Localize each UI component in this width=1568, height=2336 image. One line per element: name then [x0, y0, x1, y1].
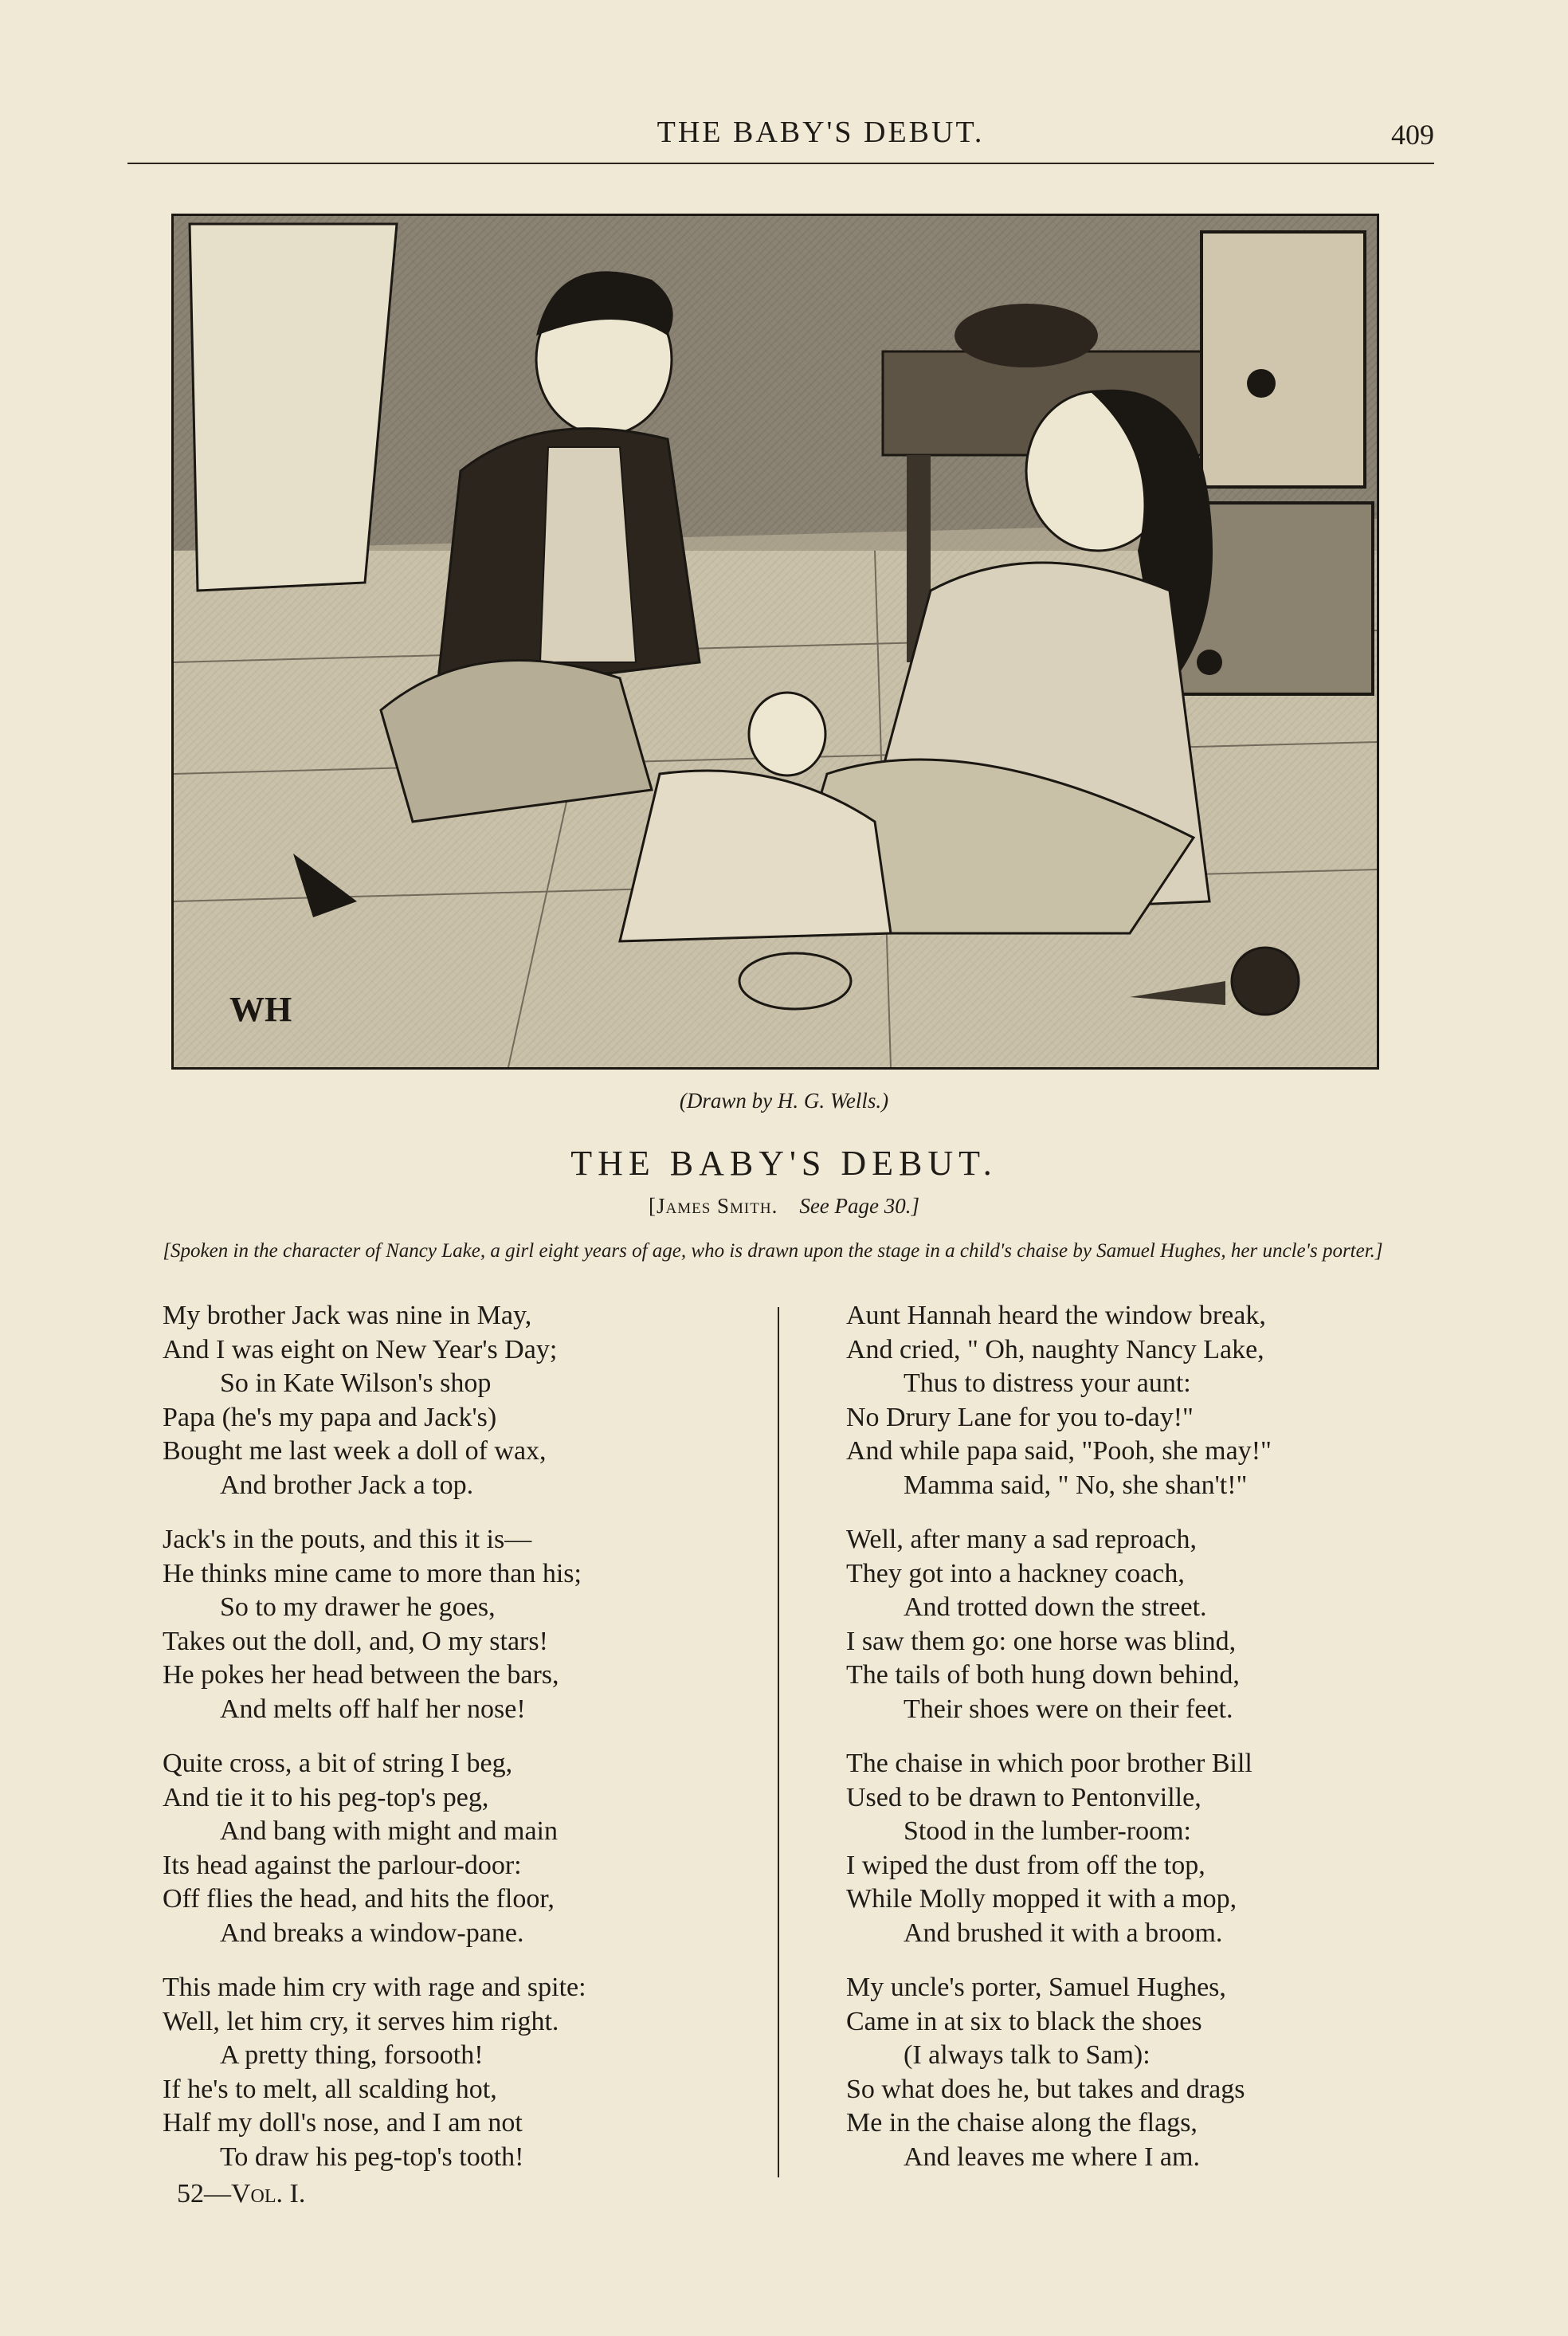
- poem-line: And tie it to his peg-top's peg,: [163, 1782, 489, 1812]
- stanza: [846, 1971, 1468, 2174]
- poem-left-column: [163, 1299, 784, 2195]
- running-title: THE BABY'S DEBUT.: [657, 116, 985, 149]
- poem-line: While Molly mopped it with a mop,: [846, 1884, 1237, 1914]
- stanza: [163, 1523, 784, 1726]
- running-head: [127, 112, 1434, 159]
- poem-line: My brother Jack was nine in May,: [163, 1301, 532, 1330]
- poem-line: If he's to melt, all scalding hot,: [163, 2074, 497, 2104]
- poem-line: My uncle's porter, Samuel Hughes,: [846, 1973, 1226, 2002]
- poem-line: And breaks a window-pane.: [220, 1918, 524, 1948]
- signature-text: 52—Vol. I.: [177, 2179, 306, 2208]
- poem-line: And trotted down the street.: [904, 1592, 1207, 1622]
- poem-line: Mamma said, " No, she shan't!": [904, 1470, 1248, 1500]
- illustration-credit: (Drawn by H. G. Wells.): [679, 1089, 889, 1113]
- poem-line: Half my doll's nose, and I am not: [163, 2108, 523, 2138]
- poem-line: And cried, " Oh, naughty Nancy Lake,: [846, 1334, 1264, 1364]
- drawer-knob: [1197, 650, 1222, 675]
- poem-line: To draw his peg-top's tooth!: [220, 2142, 524, 2172]
- poem-line: I wiped the dust from off the top,: [846, 1850, 1205, 1880]
- poem-line: And brushed it with a broom.: [904, 1918, 1223, 1948]
- stanza: [163, 1299, 784, 1502]
- engraving-drawing: [174, 216, 1377, 1067]
- poem-line: So what does he, but takes and drags: [846, 2074, 1245, 2104]
- poem-line: Well, let him cry, it serves him right.: [163, 2006, 559, 2036]
- drawer-knob: [1247, 369, 1276, 398]
- poem-line: The chaise in which poor brother Bill: [846, 1749, 1252, 1778]
- stanza: [163, 1747, 784, 1950]
- poem-attribution: [0, 1194, 1568, 1219]
- poem-line: No Drury Lane for you to-day!": [846, 1402, 1194, 1432]
- poem-line: Well, after many a sad reproach,: [846, 1525, 1197, 1554]
- poem-line: He pokes her head between the bars,: [163, 1660, 559, 1690]
- poem-line: Quite cross, a bit of string I beg,: [163, 1749, 513, 1778]
- poem-line: Stood in the lumber-room:: [904, 1816, 1192, 1846]
- poem-line: The tails of both hung down behind,: [846, 1660, 1240, 1690]
- poem-line: And brother Jack a top.: [220, 1470, 474, 1500]
- page-number: 409: [1391, 119, 1434, 151]
- poem-line: And leaves me where I am.: [904, 2142, 1200, 2172]
- poem-line: This made him cry with rage and spite:: [163, 1973, 586, 2002]
- printer-signature: [177, 2179, 305, 2209]
- stanza: [846, 1747, 1468, 1950]
- chest-of-drawers: [1201, 232, 1365, 487]
- poem-line: Me in the chaise along the flags,: [846, 2108, 1198, 2138]
- poem-line: Used to be drawn to Pentonville,: [846, 1782, 1201, 1812]
- poem-line: Thus to distress your aunt:: [904, 1368, 1191, 1398]
- poem-line: And melts off half her nose!: [220, 1694, 526, 1724]
- poem-line: I saw them go: one horse was blind,: [846, 1626, 1237, 1656]
- poem-line: They got into a hackney coach,: [846, 1558, 1185, 1588]
- poem-right-column: [846, 1299, 1468, 2195]
- poem-line: And bang with might and main: [220, 1816, 559, 1846]
- poem-line: (I always talk to Sam):: [904, 2040, 1151, 2070]
- poem-line: Jack's in the pouts, and this it is—: [163, 1525, 532, 1554]
- page-reference: See Page 30.]: [799, 1194, 920, 1218]
- poem-line: A pretty thing, forsooth!: [220, 2040, 484, 2070]
- poem-line: Their shoes were on their feet.: [904, 1694, 1233, 1724]
- poem-line: And I was eight on New Year's Day;: [163, 1334, 558, 1364]
- artist-monogram: WH: [229, 990, 292, 1029]
- curtain: [190, 224, 397, 591]
- poem-line: Off flies the head, and hits the floor,: [163, 1884, 555, 1914]
- stanza: [846, 1299, 1468, 1502]
- poem-title: THE BABY'S DEBUT.: [570, 1144, 998, 1183]
- author-name: [James Smith.: [648, 1194, 778, 1218]
- poem-line: Aunt Hannah heard the window break,: [846, 1301, 1266, 1330]
- stanza: [846, 1523, 1468, 1726]
- poem-line: Papa (he's my papa and Jack's): [163, 1402, 497, 1432]
- poem-line: So in Kate Wilson's shop: [220, 1368, 492, 1398]
- poem-line: He thinks mine came to more than his;: [163, 1558, 582, 1588]
- poem-line: Came in at six to black the shoes: [846, 2006, 1202, 2036]
- hat-on-table: [955, 304, 1098, 367]
- engraving-illustration: [171, 214, 1379, 1070]
- poem-line: Its head against the parlour-door:: [163, 1850, 522, 1880]
- poem-line: So to my drawer he goes,: [220, 1592, 496, 1622]
- poem-line: Takes out the doll, and, O my stars!: [163, 1626, 548, 1656]
- poem-line: And while papa said, "Pooh, she may!": [846, 1436, 1272, 1466]
- toy-ball: [1232, 948, 1299, 1015]
- stanza: [163, 1971, 784, 2174]
- header-rule: [127, 163, 1434, 164]
- poem-line: Bought me last week a doll of wax,: [163, 1436, 547, 1466]
- spoken-note: [Spoken in the character of Nancy Lake, a girl eight years of age, who is drawn upon the stage in a child's chaise by Samuel Hughes, her uncle's porter.]: [163, 1240, 1383, 1262]
